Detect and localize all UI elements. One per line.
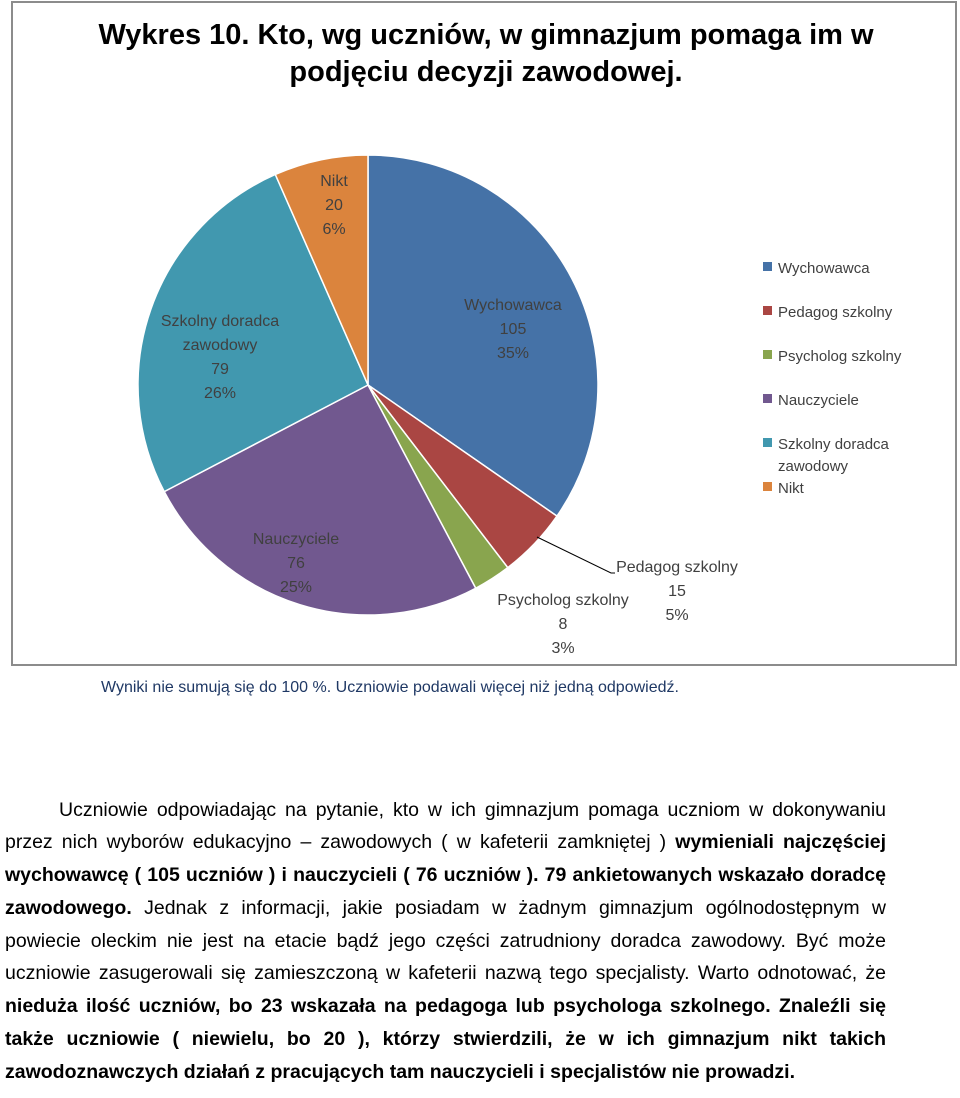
chart-title-line-1: Wykres 10. Kto, wg uczniów, w gimnazjum pomaga im w	[98, 19, 874, 51]
chart-title-line-2: podjęciu decyzji zawodowej.	[289, 56, 683, 88]
legend-swatch-szkolny-doradca-zawodowy	[763, 438, 772, 447]
body-text-3	[771, 995, 779, 1017]
pie-chart	[13, 3, 955, 664]
legend-label: Szkolny doradca	[778, 436, 889, 453]
legend-swatch-pedagog-szkolny	[763, 306, 772, 315]
data-label-text: 5%	[665, 607, 689, 624]
data-label-text: zawodowy	[182, 337, 258, 354]
body-bold-2: nieduża ilość uczniów, bo 23 wskazała na pedagoga lub psychologa szkolnego.	[5, 995, 771, 1017]
body-paragraph	[5, 794, 886, 1089]
legend-swatch-nikt	[763, 482, 772, 491]
legend-label: zawodowy	[778, 458, 849, 475]
data-label-text: Psycholog szkolny	[497, 592, 629, 609]
legend-label: Nikt	[778, 480, 804, 497]
legend-swatch-wychowawca	[763, 262, 772, 271]
body-bold-3: Znaleźli się także uczniowie ( niewielu, bo 20 ), którzy stwierdzili, że w ich gimnazjum nikt takich zawodoznawczych działań z pracujących tam nauczycieli i specjalistów nie prowadzi.	[5, 995, 886, 1083]
data-label-text: Szkolny doradca	[160, 313, 280, 330]
data-label-psycholog-szkolny	[497, 592, 629, 657]
body-text-1: Uczniowie odpowiadając na pytanie, kto w ich gimnazjum pomaga uczniom w dokonywaniu przez nich wyborów edukacyjno – zawodowych ( w kafeterii zamkniętej )	[5, 798, 886, 854]
legend	[763, 260, 902, 497]
data-label-text: 79	[211, 361, 229, 378]
legend-swatch-psycholog-szkolny	[763, 350, 772, 359]
legend-label: Pedagog szkolny	[778, 304, 893, 321]
data-label-text: 3%	[551, 640, 575, 657]
data-label-text: Nauczyciele	[252, 531, 340, 548]
legend-label: Nauczyciele	[778, 392, 859, 409]
legend-label: Wychowawca	[778, 260, 870, 277]
legend-label: Psycholog szkolny	[778, 348, 902, 365]
data-label-text: 26%	[203, 385, 237, 402]
data-label-text: Pedagog szkolny	[616, 559, 738, 576]
data-label-text: 15	[668, 583, 686, 600]
chart-note: Wyniki nie sumują się do 100 %. Uczniowie podawali więcej niż jedną odpowiedź.	[101, 679, 679, 696]
legend-swatch-nauczyciele	[763, 394, 772, 403]
data-label-text: 35%	[496, 345, 530, 362]
data-label-text: 20	[325, 197, 343, 214]
data-label-text: 25%	[279, 579, 313, 596]
body-text-2: Jednak z informacji, jakie posiadam w żadnym gimnazjum ogólnodostępnym w powiecie oleckim nie jest na etacie bądź jego części zatrudniony doradca zawodowy. Być może uczniowie zasugerowali się zamieszczoną w kafeterii nazwą tego specjalisty. Warto odnotować, że	[5, 896, 886, 985]
data-label-pedagog-szkolny	[616, 559, 738, 624]
data-label-text: 6%	[322, 221, 346, 238]
data-label-text: 8	[558, 616, 568, 633]
data-label-text: Nikt	[320, 173, 348, 190]
data-label-text: 105	[499, 321, 527, 338]
body-bold-1: wymieniali najczęściej wychowawcę ( 105 uczniów ) i nauczycieli ( 76 uczniów ). 79 ankietowanych wskazało doradcę zawodowego.	[5, 831, 886, 919]
chart-container	[11, 1, 957, 666]
leader-line-pedagog-szkolny	[537, 537, 615, 573]
data-label-text: Wychowawca	[464, 297, 562, 314]
data-label-text: 76	[287, 555, 305, 572]
